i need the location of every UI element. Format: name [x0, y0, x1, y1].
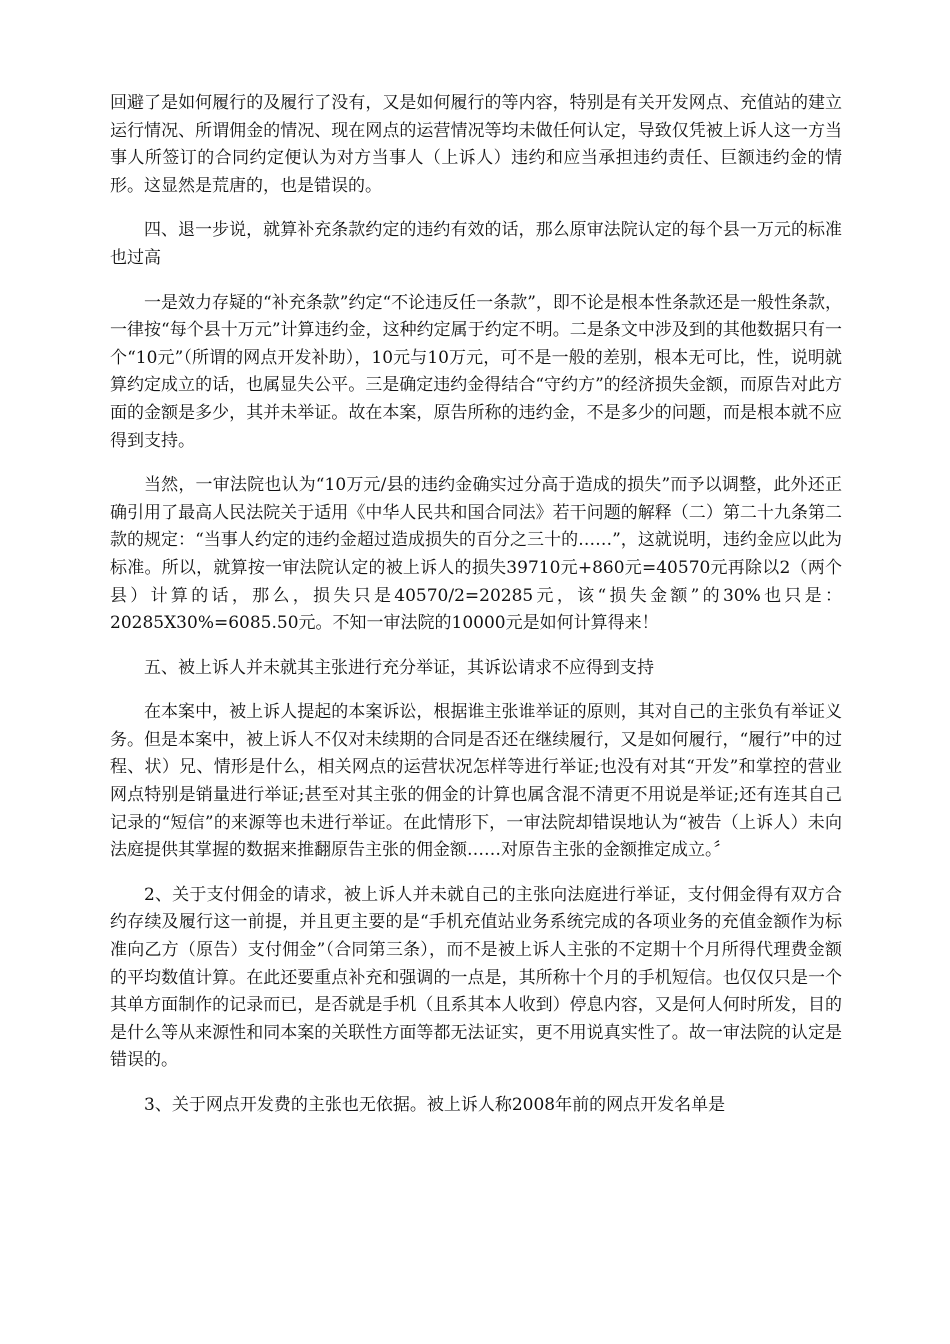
section-heading-4: 四、退一步说，就算补充条款约定的违约有效的话，那么原审法院认定的每个县一万元的标准也过高: [110, 220, 842, 268]
section-heading-5: 五、被上诉人并未就其主张进行充分举证，其诉讼请求不应得到支持: [144, 657, 654, 678]
paragraph-burden-of-proof: 在本案中，被上诉人提起的本案诉讼，根据谁主张谁举证的原则，其对自己的主张负有举证义务。但是本案中，被上诉人不仅对未续期的合同是否还在继续履行，又是如何履行，“履行”中的过程、状）兄、情形是什么，相关网点的运营状况怎样等进行举证;也没有对其“开发”和掌控的营业网点特别是销量进行举证;甚至对其主张的佣金的计算也属含混不清更不用说是举证;还有连其自己记录的“短信”的来源等也未进行举证。在此情形下，一审法院却错误地认为“被告（上诉人）未向法庭提供其掌握的数据来推翻原告主张的佣金额……对原告主张的金额推定成立。〞: [110, 702, 842, 861]
paragraph-continuation: 回避了是如何履行的及履行了没有，又是如何履行的等内容，特别是有关开发网点、充值站的建立运行情况、所谓佣金的情况、现在网点的运营情况等均未做任何认定，导致仅凭被上诉人这一方当事人所签订的合同约定便认为对方当事人（上诉人）违约和应当承担违约责任、巨额违约金的情形。这显然是荒唐的，也是错误的。: [110, 93, 842, 196]
paragraph-penalty-calculation: 当然，一审法院也认为“10万元/县的违约金确实过分高于造成的损失”而予以调整，此外还正确引用了最高人民法院关于适用《中华人民共和国合同法》若干问题的解释（二）第二十九条第二款的规定：“当事人约定的违约金超过造成损失的百分之三十的……”，这就说明，违约金应以此为标准。所以，就算按一审法院认定的被上诉人的损失39710元+860元=40570元再除以2（两个县）计算的话，那么，损失只是40570/2=20285元，该“损失金额”的30%也只是：20285X30%=6085.50元。不知一审法院的10000元是如何计算得来！: [110, 475, 842, 634]
paragraph-penalty-clause: 一是效力存疑的“补充条款”约定“不论违反任一条款”，即不论是根本性条款还是一般性条款，一律按“每个县十万元”计算违约金，这种约定属于约定不明。二是条文中涉及到的其他数据只有一个“10元”（所谓的网点开发补助），10元与10万元，可不是一般的差别，根本无可比，性，说明就算约定成立的话，也属显失公平。三是确定违约金得结合“守约方”的经济损失金额，而原告对此方面的金额是多少，其并未举证。故在本案，原告所称的违约金，不是多少的问题，而是根本就不应得到支持。: [110, 292, 842, 451]
paragraph-commission-claim: 2、关于支付佣金的请求，被上诉人并未就自己的主张向法庭进行举证，支付佣金得有双方合约存续及履行这一前提，并且更主要的是“手机充值站业务系统完成的各项业务的充值金额作为标准向乙方（原告）支付佣金”（合同第三条），而不是被上诉人主张的不定期十个月所得代理费金额的平均数值计算。在此还要重点补充和强调的一点是，其所称十个月的手机短信。也仅仅只是一个其单方面制作的记录而已，是否就是手机（且系其本人收到）停息内容，又是何人何时所发，目的是什么等从来源性和同本案的关联性方面等都无法证实，更不用说真实性了。故一审法院的认定是错误的。: [110, 884, 842, 1071]
document-body: [110, 90, 842, 1137]
paragraph-development-fee: 3、关于网点开发费的主张也无依据。被上诉人称2008年前的网点开发名单是: [144, 1095, 726, 1115]
